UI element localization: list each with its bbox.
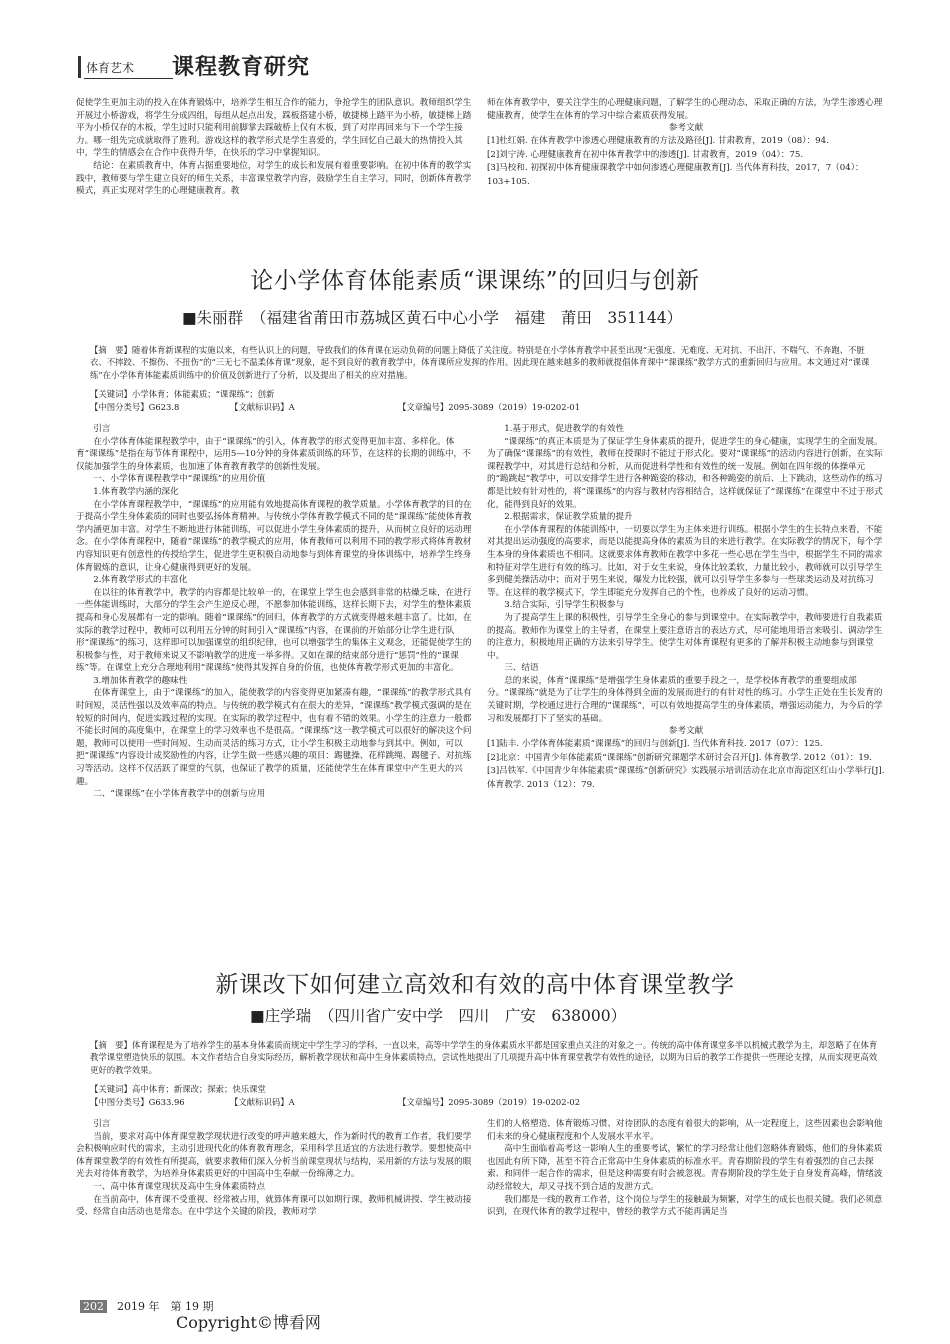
a1-right-p2: 2.根据需求，保证教学质量的提升: [504, 512, 633, 523]
top-ref-2: [2]刘宁涛. 心理健康教育在初中体育教学中的渗透[J]. 甘肃教育，2019（04）：75.: [487, 149, 804, 160]
a2-right-p2: 我们都是一线的教育工作者，这个岗位与学生的接触最为频繁，对学生的成长也很关键。我们必须意识到，在现代体育的教学过程中，曾经的教学方式不能再满足当: [487, 1194, 883, 1218]
article1-left-column: [76, 423, 474, 801]
a2-left-p2: 一、高中体育课堂现状及高中生身体素质特点: [93, 1181, 266, 1192]
a1-left-p5: 2.体育教学形式的丰富化: [93, 575, 188, 586]
article1-right-column: [487, 423, 885, 793]
copyright-watermark: Copyright©博看网: [176, 1313, 321, 1332]
a2-left-p3: 在当前高中，体育课不受重视、经常被占用，就算体育课可以如期行课，教师机械讲授、学生被动接受、经常自由活动也是常态。在中学这个关键的阶段，教师对学: [76, 1194, 472, 1218]
a1-right-p3: 在小学体育课程的体能训练中，一切要以学生为主体来进行训练。根据小学生的生长特点来看，不能对其提出运动强度的高要求，而是以能提高身体的素质为目的来进行教学。在实际教学的情况下，每个学生本身的身体素质也不相同。这就要求体育教师在教学中多花一些心思在学生当中，根据学生不同的需求和特征对学生进行有效的练习。比如，对于女生来说，身体比较柔软，力量比较小，教师就可以引导学生多到健美操活动中；而对于男生来说，爆发力比较强，就可以引导学生多参与一些球类运动及对抗练习等。在这样的教学模式下，学生即能充分发挥自己的个性，也养成了良好的运动习惯。: [487, 524, 883, 598]
article1-abstract: 【摘 要】随着体育新课程的实施以来，有些认识上的问题，导致我们的体育课在运动负荷的问题上降低了关注度。特别是在小学体育教学中甚至出现“无强度、无难度、无对抗、不出汗、不喘气、不奔跑、不脏衣、不摔跤、不擦伤、不扭伤”的“三无七不温柔体育课”现象，起不到良好的教育教学中，体育课所应发挥的作用。因此现在越来越多的教师就提倡体育课中“课课练”教学方式的重新回归与应用。本文通过对“课课练”在小学体育体能素质训练中的价值及创新进行了分析，以及提出了相关的应对措施。: [90, 345, 870, 380]
header-bar: [78, 56, 81, 78]
top-ref-list: [487, 135, 885, 190]
a1-left-p9: 二、“课课练”在小学体育教学中的创新与应用: [93, 789, 266, 800]
article1-clc: 【中图分类号】G623.8: [90, 402, 180, 412]
article2-clc: 【中图分类号】G633.96: [90, 1097, 185, 1107]
a1-ref-1: [1]陆丰. 小学体育体能素质“课课练”的回归与创新[J]. 当代体育科技. 2017（07）：125.: [487, 738, 823, 749]
article1-doc-code: 【文献标识码】A: [230, 402, 295, 412]
a1-left-p3: 1.体育教学内涵的深化: [93, 486, 179, 497]
article2-article-no: 【文章编号】2095-3089（2019）19-0202-02: [398, 1097, 581, 1107]
article1-title: 论小学体育体能素质“课课练”的回归与创新: [250, 268, 700, 294]
article2-keywords: 【关键词】高中体育；新课改；探索；快乐课堂: [90, 1084, 266, 1094]
header-underline: [84, 78, 173, 79]
a1-left-p0: 引言: [93, 424, 111, 434]
section-label: 体育艺术: [86, 61, 135, 75]
a1-left-p6: 在以往的体育教学中，教学的内容都是比较单一的，在课堂上学生也会感到非常的枯燥乏味，在进行一些体能训练时，大部分的学生会产生逆反心理，不愿参加体能训练，这样长期下去，对学生的整体素质提高和身心发展都有一定的影响。随着“课课练”的回归，体育教学的方式就变得越来越丰富了。比如，在实际的教学过程中，教师可以利用五分钟的时间引入“课课练”内容，在课前的开始部分让学生进行队形“课课练”的练习，这样即可以加强课堂的组织纪律，也可以增强学生的集体主义观念，还能促使学生的积极参与性，对于教师来说又不影响教学的进度一举多得。又如在课的结束部分进行“惩罚”性的“课课练”等。在课堂上充分合理地利用“课课练”使得其发挥自身的价值，也使体育教学形式更加的丰富化。: [76, 587, 472, 674]
article2-author: ■庄学瑞 （四川省广安中学 四川 广安 638000）: [250, 1007, 627, 1025]
article2-abstract: 【摘 要】体育课程是为了培养学生的基本身体素质而规定中学生学习的学科，一直以来，高等中学学生的身体素质水平都是国家重点关注的对象之一。传统的高中体育课堂多半以机械式教学为主，却忽略了在体育教学课堂塑造快乐的氛围。本文作者结合自身实际经历，解析教学现状和高中生身体素质特点，尝试性地提出了几项提升高中体育课堂教学有效性的途径，以期为日后的教学工作提供一些理论支撑，从而实现更高效更好的教学效果。: [90, 1040, 878, 1075]
top-left-column: [76, 97, 474, 198]
a1-right-p5: 为了提高学生上课的积极性，引导学生全身心的参与到课堂中。在实际教学中，教师要进行自我素质的提高。教师作为课堂上的主导者，在课堂上要注意语言的表达方式，尽可能地用语言来吸引、调动学生的注意力，积极地用正确的方法来引导学生。使学生对体育课程有更多的了解并积极主动地参与到课堂中。: [487, 612, 883, 661]
a1-ref-title: 参考文献: [668, 726, 704, 737]
a1-left-p1: 在小学体育体能课程教学中，由于“课课练”的引入，体育教学的形式变得更加丰富、多样化。体育“课课练”是指在每节体育课程中，运用5—10分钟的身体素质训练的环节，在这样的长期的训练中，不仅能加强学生的身体素质，也加速了体育教育教学的创新性发展。: [76, 436, 471, 472]
top-ref-3: [3]马校和. 初探初中体育健康课教学中如何渗透心理健康教育[J]. 当代体育科技，2017，7（04）：103+105.: [487, 163, 864, 188]
a1-right-p4: 3.结合实际，引导学生积极参与: [504, 600, 625, 611]
a1-ref-2: [2]北京：中国青少年体能素质“课课练”创新研究课题学术研讨会召开[J]. 体育教学. 2012（01）：19.: [487, 752, 872, 763]
a1-right-p1: “课课练”的真正本质是为了保证学生身体素质的提升，促进学生的身心健康，实现学生的全面发展。为了确保“课课练”的有效性，教师在授课时不能过于形式化。要对“课课练”的活动内容进行创新，在实际课程教学中，对其进行总结和分析，从而促进科学性和有效性的统一发展。例如在四年级的体操单元的“跪跳起”教学中，可以安排学生进行各种跪姿的移动，和各种跪姿的前后、上下跳动，这些动作的练习都是比较有针对性的，将“课课练”的内容与教材内容相结合，这样就保证了“课课练”在课堂中不过于形式化，能得到良好的效果。: [487, 436, 883, 510]
article1-article-no: 【文章编号】2095-3089（2019）19-0202-01: [398, 402, 581, 412]
journal-logo: 课程教育研究: [172, 55, 311, 80]
top-right-p: 师在体育教学中，要关注学生的心理健康问题，了解学生的心理动态，采取正确的方法，为学生渗透心理健康教育，使学生在体育的学习中综合素质获得发展。: [487, 98, 883, 121]
a1-left-p4: 在小学体育课程教学中，“课课练”的应用能有效地提高体育课程的教学质量。小学体育教学的目的在于提高小学生身体素质的同时也要弘扬体育精神。与传统小学体育教学模式不同的是“课课练”能使体育教学内涵更加丰富。对学生不断地进行体能训练，可以促进小学生身体素质的提升，从而树立良好的运动理念。在小学体育课程中，随着“课课练”的教学模式的应用，体育教师可以利用不同的教学形式将体育教材内容知识更有创意性的传授给学生，促进学生更积极自动地参与到体育课堂的身体训练中，培养学生终身体育锻炼的意识，让身心健康得到更好的发展。: [76, 499, 472, 573]
issue-label: 2019 年 第 19 期: [117, 1300, 214, 1313]
article2-right-column: [487, 1118, 885, 1219]
article2-title: 新课改下如何建立高效和有效的高中体育课堂教学: [215, 972, 735, 998]
top-ref-1: [1]杜红娟. 在体育教学中渗透心理健康教育的方法及路径[J]. 甘肃教育，2019（08）：94.: [487, 135, 829, 146]
article1-keywords: 【关键词】小学体育；体能素质；“课课练”；创新: [90, 389, 275, 399]
a1-right-p7: 总的来说，体育“课课练”是增强学生身体素质的重要手段之一，是学校体育教学的重要组成部分。“课课练”就是为了让学生的身体得到全面的发展而进行的有针对性的练习。小学生正处在生长发育的关键时期，学校通过进行合理的“课课练”，可以有效地提高学生的身体素质，增强运动能力，为今后的学习和发展都打下了坚实的基础。: [487, 675, 883, 724]
a2-right-p1: 高中生面临着高考这一影响人生的重要考试，繁忙的学习经常让他们忽略体育锻炼，他们的身体素质也因此有所下降，甚至不符合正常高中生身体素质的标准水平。青春期阶段的学生有着强烈的自己去探索、和同伴一起合作的需求，但是这种需要有时会被忽视。青春期阶段的学生处于自身发育高峰，情绪波动经常较大，却又寻找不到合适的发泄方式。: [487, 1144, 883, 1192]
top-left-p2: 结论：在素质教育中，体育占据重要地位，对学生的成长和发展有着重要影响。在初中体育的教学实践中，教师要与学生建立良好的师生关系，丰富课堂教学内容，鼓励学生自主学习，同时，创新体育教学模式，真正实现对学生的心理健康教育。教: [76, 160, 472, 197]
a2-left-p0: 引言: [93, 1119, 111, 1129]
page-number: 202: [80, 1300, 107, 1313]
top-left-p1: 促使学生更加主动的投入在体育锻炼中，培养学生相互合作的能力，争抢学生的团队意识。教师组织学生开展过小桥游戏，将学生分成四组，每组从起点出发，踩板搭建小桥，敏捷梯上踏平为小桥，敏捷梯上踏平为小桥仅存的木板，学生过时只能利用前脚掌去踩破桥上仅有木板，到了对岸再回来与下一个学生接力。哪一组先完成就取得了胜利。游戏这样的教学形式是学生喜爱的，学生回忆自己最大的热情投入其中，学生的情感会在合作中获得升华，在快乐的学习中掌握知识。: [76, 98, 472, 159]
a1-left-p2: 一、小学体育课程教学中“课课练”的应用价值: [93, 474, 266, 485]
a2-right-p0: 生们的人格塑造、体育锻炼习惯、对待团队的态度有着很大的影响，从一定程度上，这些因素也会影响他们未来的身心健康程度和个人发展水平水平。: [487, 1119, 883, 1142]
article2-doc-code: 【文献标识码】A: [230, 1097, 295, 1107]
top-right-column: [487, 97, 885, 190]
a1-right-p0: 1.基于形式，促进教学的有效性: [504, 424, 625, 434]
a1-left-p7: 3.增加体育教学的趣味性: [93, 675, 188, 686]
a1-left-p8: 在体育课堂上，由于“课课练”的加入，能使教学的内容变得更加紧凑有趣，“课课练”的教学形式具有时间短，灵活性强以及效率高的特点。与传统的教学模式有在很大的差异，“课课练”教学模式强调的是在较短的时间内，促进实践过程的实现。在实际的教学过程中，也有着不错的效果。小学生的注意力一般都不能长时间的高度集中，在课堂上的学习效率也不是很高。“课课练”这一教学模式可以很好的解决这个问题，教师可以使用一些时间短、生动而灵活的练习方式，让小学生积极主动地参与到其中。例如，可以把“课课练”内容设计成奖励性的内容，让学生做一些感兴趣的项目：踢毽操、花样跳绳、踢毽子、对抗练习等活动。这样不仅活跃了课堂的气氛，也保证了教学的质量，还能使学生在体育课堂中产生更大的兴趣。: [76, 688, 472, 787]
article1-author: ■朱丽群 （福建省莆田市荔城区黄石中心小学 福建 莆田 351144）: [182, 309, 683, 327]
a1-right-p6: 三、结语: [504, 663, 539, 674]
a2-left-p1: 当前，要求对高中体育课堂教学现状进行改变的呼声越来越大，作为新时代的教育工作者，我们要学会积极响应时代的需求，主动引进现代化的体育教育理念，采用科学且适宜的方法进行教学。要想使高中体育课堂教学的有效性有所提高，就要求教师们深入分析当前课堂现状与结构，采用新的方法与发展的眼光去对待体育教学，为培养身体素质更好的中国高中生奉献一份绵薄之力。: [76, 1131, 472, 1180]
top-ref-title: 参考文献: [668, 123, 704, 134]
a1-ref-3: [3]吕铁军.《中国青少年体能素质“课课练”创新研究》实践展示培训活动在北京市海淀区红山小学举行[J]. 体育教学. 2013（12）：79.: [487, 766, 885, 791]
a1-ref-list: [487, 738, 885, 793]
article2-left-column: [76, 1118, 474, 1219]
